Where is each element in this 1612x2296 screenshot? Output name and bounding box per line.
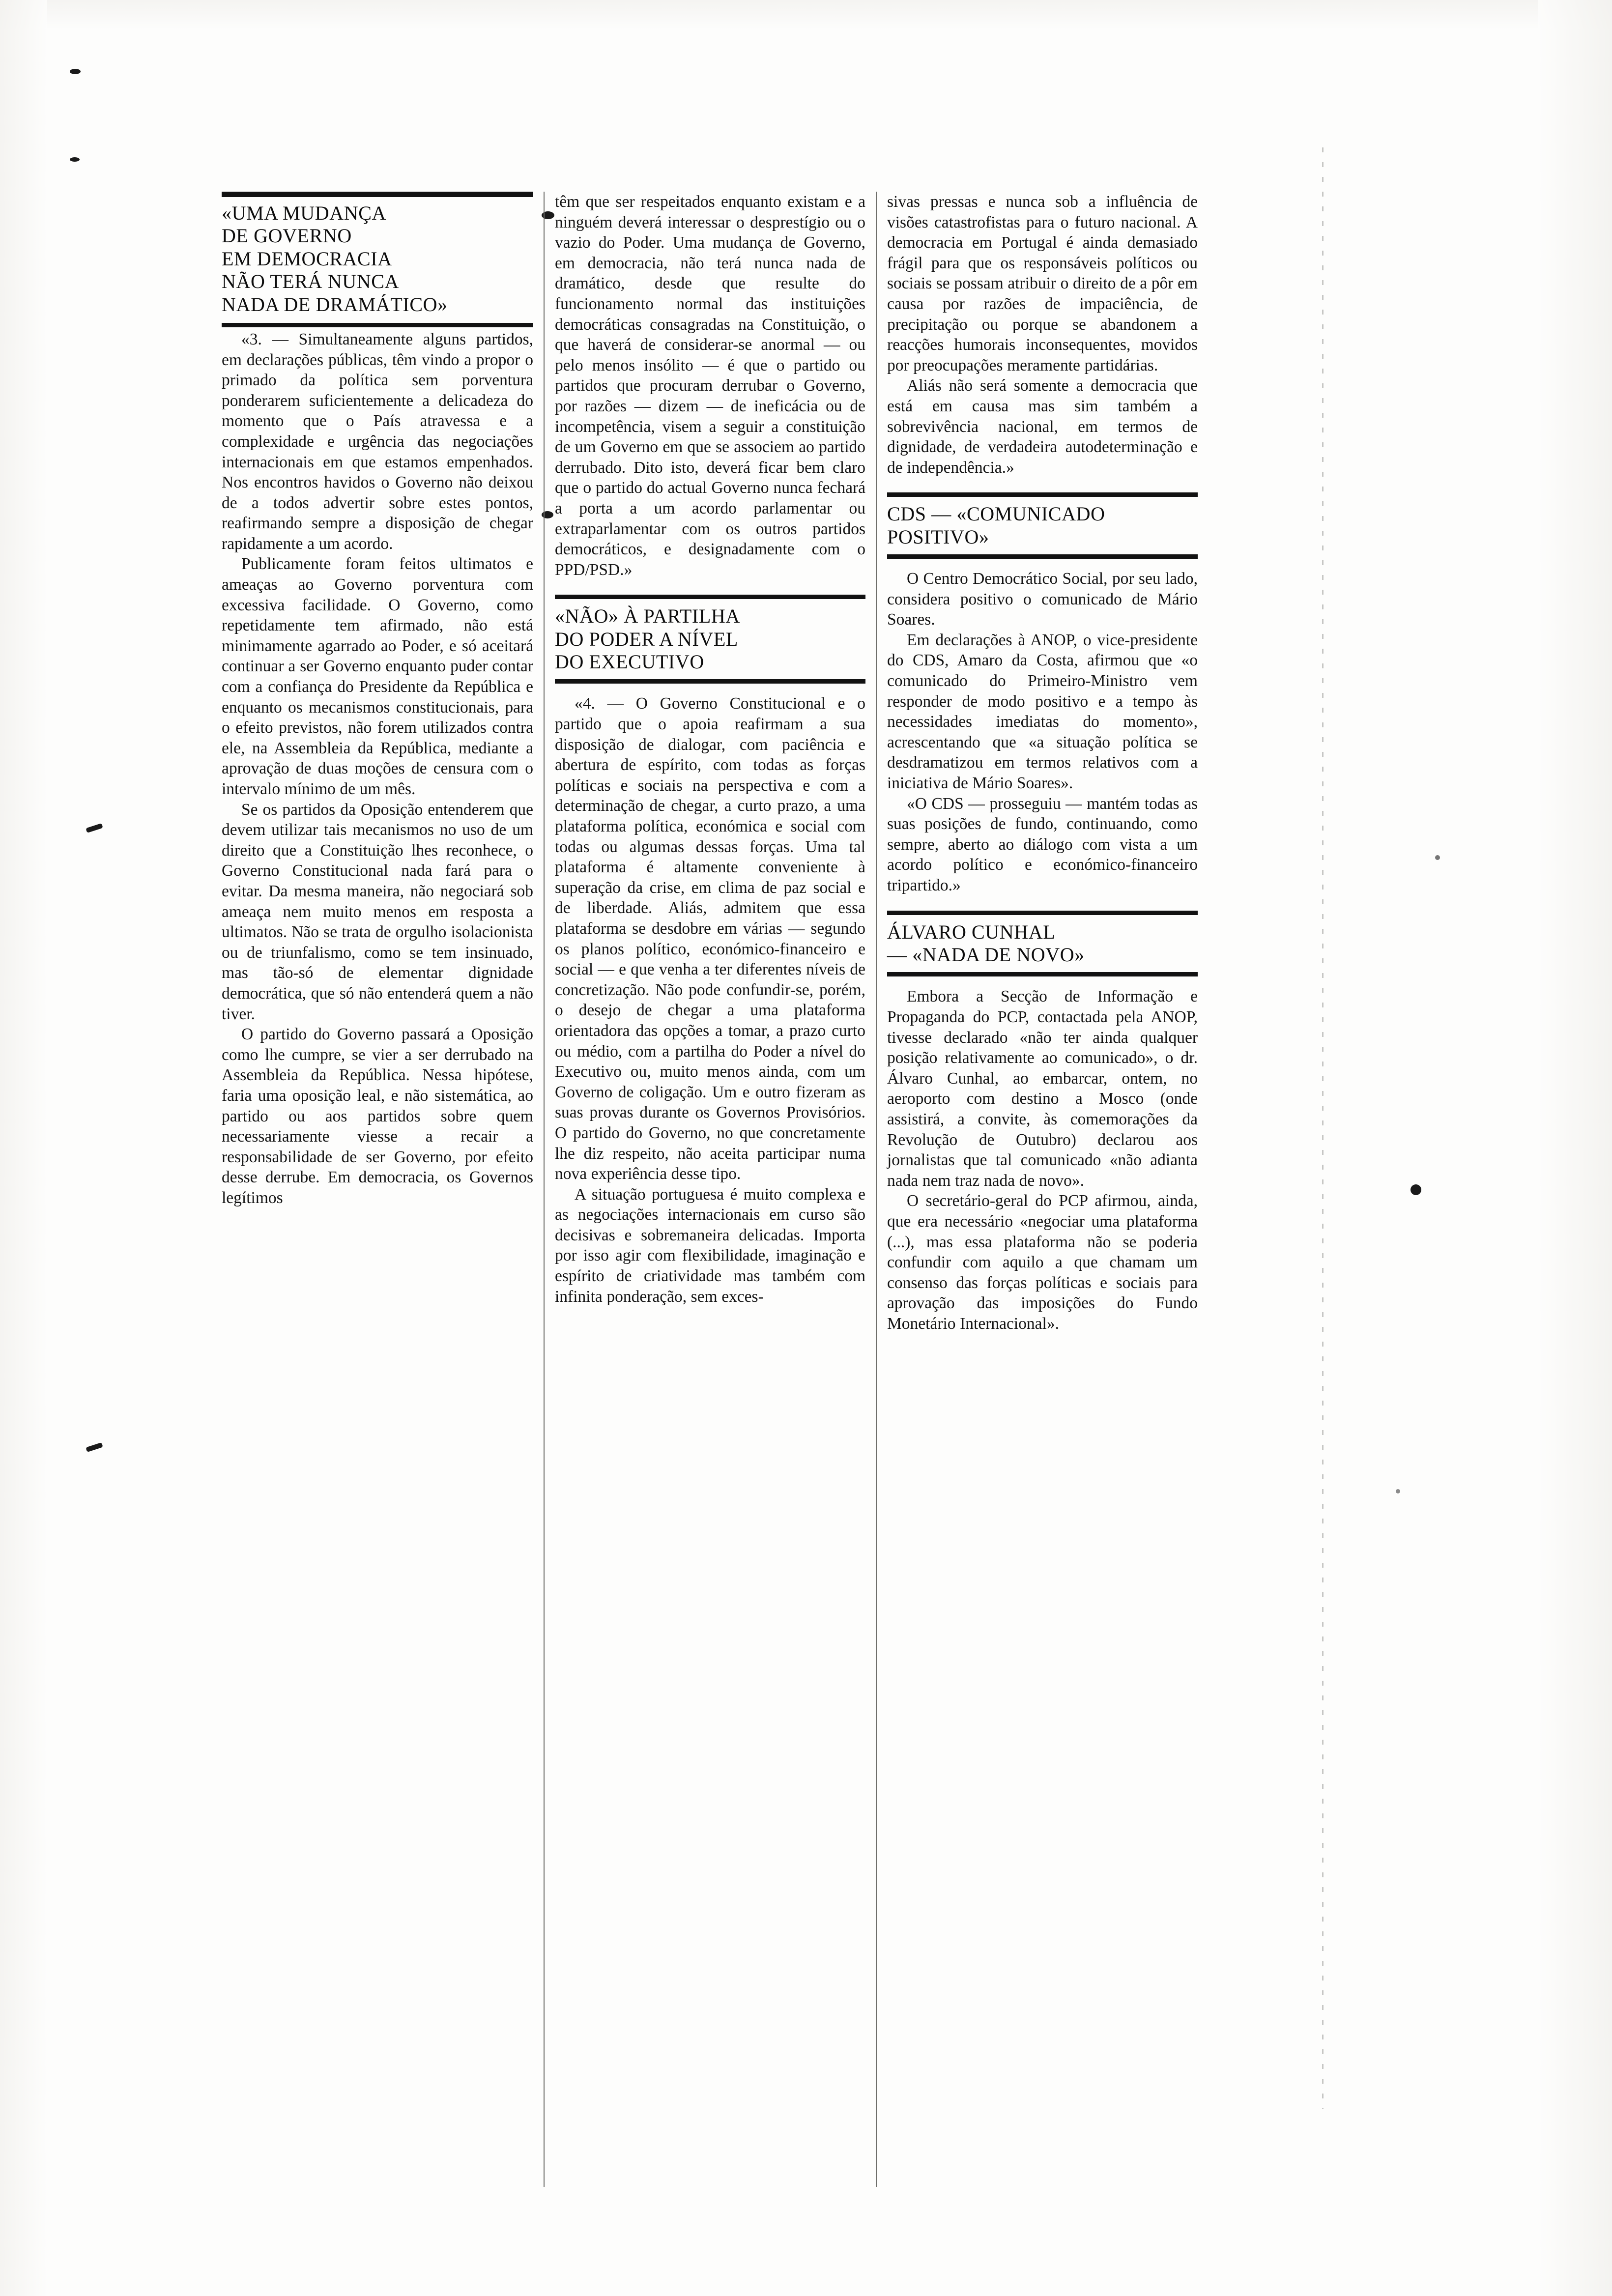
paragraph-continuation: sivas pressas e nunca sob a influência de visões catastrofistas para o futuro nacional. A democracia em Portugal é ainda demasiado frágil para que os responsáveis políticos ou sociais se possam atribuir o direito de a pôr em causa por razões de impaciência, de precipitação ou porque se abandonem a reacções humorais inconsequentes, movidos por preocupações meramente partidárias. [887,193,1198,374]
headline-line: «UMA MUDANÇA [222,202,387,224]
article-columns [211,192,1376,2187]
paragraph: «3. — Simultaneamente alguns partidos, em declarações públicas, têm vindo a propor o primado da política sem porventura ponderarem suficientemente a delicadeza do momento que o País atravessa e a complexidade e urgência das negociações internacionais em que estamos empenhados. Nos encontros havidos o Governo não deixou de a todos advertir sobre estes pontos, reafirmando sempre a disposição de chegar rapidamente a um acordo. [222,330,533,553]
paragraph: A situação portuguesa é muito complexa e as negociações internacionais em curso são decisivas e sobremaneira delicadas. Importa por isso agir com flexibilidade, imaginação e espírito de criatividade mas também com infinita ponderação, sem exces- [555,1185,865,1306]
column-1 [211,192,544,2187]
paragraph: Em declarações à ANOP, o vice-presidente do CDS, Amaro da Costa, afirmou que «o comunicado do Primeiro-Ministro vem responder de modo positivo e a tempo às necessidades imediatas do momento», acrescentando que «a situação política se desdramatizou em termos relativos com a iniciativa de Mário Soares». [887,631,1198,793]
headline-line: DO EXECUTIVO [555,651,704,673]
paragraph: Publicamente foram feitos ultimatos e ameaças ao Governo porventura com excessiva facilidade. O Governo, como repetidamente tem afirmado, não está minimamente agarrado ao Poder, e só aceitará continuar a ser Governo enquanto puder contar com a confiança do Presidente da República e enquanto os mecanismos constitucionais, para o efeito previstos, não forem utilizados contra ele, na Assembleia da República, mediante a aprovação de duas moções de censura com o intervalo mínimo de um mês. [222,555,533,799]
headline-line: NADA DE DRAMÁTICO» [222,293,448,316]
paragraph: Embora a Secção de Informação e Propaganda do PCP, contactada pela ANOP, tivesse declarado «não ter ainda qualquer posição relativamente ao comunicado», o dr. Álvaro Cunhal, ao embarcar, ontem, no aeroporto com destino a Mosco (onde assistirá, a convite, às comemorações da Revolução de Outubro) declarou aos jornalistas que tal comunicado «não adianta nada nem traz nada de novo». [887,987,1198,1190]
scan-speck [1396,1489,1400,1493]
headline-line: «NÃO» À PARTILHA [555,605,740,628]
headline-line: ÁLVARO CUNHAL [887,920,1056,943]
headline-line: — «NADA DE NOVO» [887,943,1085,966]
paragraph-continuation: têm que ser respeitados enquanto existam e a ninguém deverá interessar o desprestígio ou o vazio do Poder. Uma mudança de Governo, em democracia, não terá nunca nada de dramático, desde que resulte do funcionamento normal das instituições democráticas consagradas na Constituição, o que haverá de considerar-se anormal — ou pelo menos insólito — é que o partido ou partidos que procuram derrubar o Governo, por razões — dizem — de ineficácia ou de incompetência, visem a seguir a constituição de um Governo em que se associem ao partido derrubado. Dito isto, deverá ficar bem claro que o partido do actual Governo nunca fechará a porta a um acordo parlamentar ou extraparlamentar com os outros partidos democráticos, e designadamente com o PPD/PSD.» [555,193,865,579]
scan-speck [70,157,80,162]
headline-line: NÃO TERÁ NUNCA [222,270,399,293]
paragraph: «O CDS — prosseguiu — mantém todas as suas posições de fundo, continuando, como sempre, aberto ao diálogo com vista a um acordo político e económico-financeiro tripartido.» [887,794,1198,894]
headline-uma-mudanca-de-governo [222,192,533,327]
paragraph: Aliás não será somente a democracia que está em causa mas sim também a sobrevivência nacional, em termos de dignidade, de verdadeira autodeterminação e de independência.» [887,376,1198,477]
paragraph: Se os partidos da Oposição entenderem que devem utilizar tais mecanismos no uso de um direito que a Constituição lhes reconhece, o Governo Constitucional nada fará para o evitar. Da mesma maneira, não negociará sob ameaça nem muito menos em resposta a ultimatos. Não se trata de orgulho isolacionista ou de triunfalismo, como se tem insinuado, mas tão-só de elementar dignidade democrática, que só não entenderá quem a não tiver. [222,800,533,1023]
headline-line: DE GOVERNO [222,225,352,247]
scan-speck [1410,1184,1421,1195]
headline-alvaro-cunhal-nada-de-novo [887,911,1198,977]
scan-speck [86,823,103,833]
column-3 [876,192,1208,2187]
page-edge-shading-top [0,0,1612,29]
scan-speck [86,1442,103,1452]
paragraph: «4. — O Governo Constitucional e o partido que o apoia reafirmam a sua disposição de dialogar, com paciência e abertura de espírito, com todas as forças políticas e sociais na perspectiva e com a determinação de chegar, a curto prazo, a uma plataforma política, económica e social com todas ou algumas dessas forças. Uma tal plataforma é altamente conveniente à superação da crise, em clima de paz social e de liberdade. Aliás, admitem que essa plataforma se desdobre em várias — segundo os planos político, económico-financeiro e social — e que venha a ter diferentes níveis de concretização. Não pode confundir-se, porém, o desejo de chegar a uma plataforma orientadora das opções a tomar, a prazo curto ou médio, com a partilha do Poder a nível do Executivo ou, muito menos ainda, com um Governo de coligação. Um e outro fizeram as suas provas durante os Governos Provisórios. O partido do Governo, no que concretamente lhe diz respeito, não aceita participar numa nova experiência desse tipo. [555,694,865,1183]
headline-line: POSITIVO» [887,525,989,548]
page-edge-shading-right [1538,0,1612,2296]
paragraph: O Centro Democrático Social, por seu lado, considera positivo o comunicado de Mário Soares. [887,570,1198,629]
scan-speck [1435,855,1440,860]
headline-nao-a-partilha-do-poder [555,595,865,684]
headline-cds-comunicado-positivo [887,492,1198,559]
page-edge-shading-left [0,0,47,2296]
column-2 [544,192,876,2187]
scan-speck [70,69,81,74]
headline-line: DO PODER A NÍVEL [555,628,738,650]
headline-line: EM DEMOCRACIA [222,247,392,270]
headline-line: CDS — «COMUNICADO [887,503,1105,525]
paragraph: O secretário-geral do PCP afirmou, ainda, que era necessário «negociar uma plataforma (...), mas essa plataforma não se poderia confundir com aquilo a que chamam um consenso das forças políticas e sociais para aprovação das imposições do Fundo Monetário Internacional». [887,1192,1198,1333]
paragraph: O partido do Governo passará a Oposição como lhe cumpre, se vier a ser derrubado na Assembleia da República. Nessa hipótese, faria uma oposição leal, e não sistemática, ao partido ou aos partidos sobre quem necessariamente viesse a recair a responsabilidade de ser Governo, por efeito desse derrube. Em democracia, os Governos legítimos [222,1025,533,1207]
